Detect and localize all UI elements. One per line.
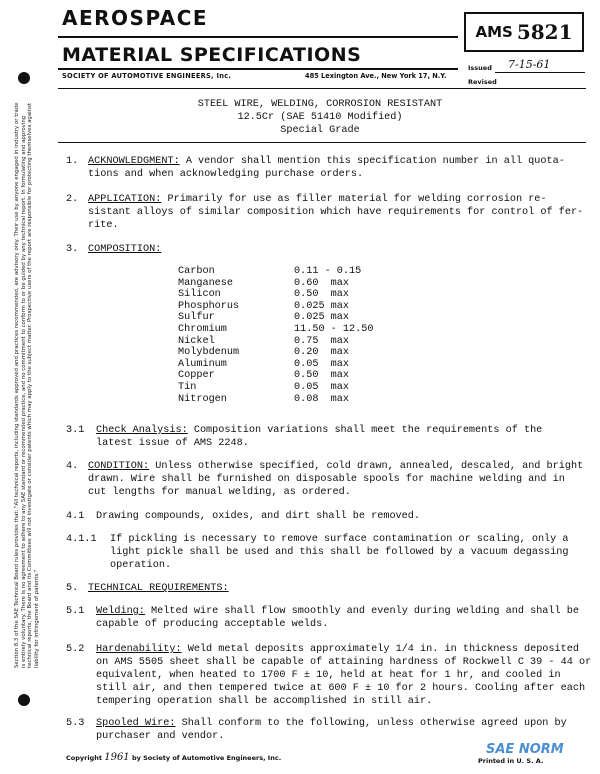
element-name: Manganese	[178, 277, 234, 289]
section-text: Melted wire shall flow smoothly and evenly during welding and shall be	[151, 606, 579, 617]
section-text: tempering operation shall be accomplished in still air.	[96, 696, 433, 707]
copyright-owner: by Society of Automotive Engineers, Inc.	[131, 754, 282, 762]
footer-printed: Printed in U. S. A.	[478, 757, 544, 765]
section-text: Weld metal deposits approximately 1/4 in. in thickness deposited	[187, 644, 579, 655]
header-rule-mid	[58, 68, 458, 70]
element-value: 0.50 max	[294, 289, 350, 301]
section-3	[66, 243, 161, 256]
section-number: 4.	[66, 461, 79, 472]
section-5-1	[66, 605, 586, 631]
element-name: Phosphorus	[178, 300, 240, 312]
title-line-1: STEEL WIRE, WELDING, CORROSION RESISTANT	[197, 99, 443, 110]
section-number: 4.1.1	[66, 534, 97, 545]
header-aerospace: AEROSPACE	[62, 6, 209, 30]
section-text: Primarily for use as filler material for welding corrosion re-	[167, 194, 547, 205]
section-text: drawn. Wire shall be furnished on disposable spools for machine welding and in	[88, 474, 565, 485]
element-value: 0.025 max	[294, 300, 350, 312]
section-5-3	[66, 717, 586, 743]
section-number: 3.	[66, 244, 79, 255]
element-value: 0.05 max	[294, 381, 350, 393]
section-text: on AMS 5505 sheet shall be capable of attaining hardness of Rockwell C 39 - 44 or	[96, 657, 592, 668]
section-text: Composition variations shall meet the requirements of the	[193, 425, 543, 436]
section-number: 5.2	[66, 644, 85, 655]
section-4	[66, 460, 596, 499]
section-text: Drawing compounds, oxides, and dirt shall be removed.	[96, 511, 421, 522]
issued-date: 7-15-61	[508, 58, 551, 71]
ams-prefix: AMS	[475, 23, 513, 41]
element-value: 0.11 - 0.15	[294, 266, 362, 277]
ams-number-box	[464, 12, 584, 52]
composition-row	[178, 266, 373, 278]
element-value: 11.50 - 12.50	[294, 323, 374, 335]
element-name: Nickel	[178, 335, 215, 347]
composition-row	[178, 289, 373, 301]
header-society: SOCIETY OF AUTOMOTIVE ENGINEERS, Inc.	[62, 72, 232, 80]
element-name: Nitrogen	[178, 393, 227, 405]
section-number: 5.1	[66, 606, 85, 617]
logo-text: SAE NORM	[486, 742, 564, 757]
element-name: Chromium	[178, 323, 227, 335]
section-heading: ACKNOWLEDGMENT:	[88, 156, 180, 167]
section-number: 2.	[66, 194, 79, 205]
sae-norm-watermark	[486, 742, 564, 757]
section-2	[66, 193, 586, 232]
composition-row	[178, 347, 373, 359]
section-text: If pickling is necessary to remove surface contamination or scaling, only a	[110, 534, 569, 545]
element-name: Aluminum	[178, 358, 227, 370]
section-heading: Check Analysis:	[96, 425, 188, 436]
section-number: 1.	[66, 156, 79, 167]
section-text: sistant alloys of similar composition which have requirements for control of fer-	[88, 207, 584, 218]
element-value: 0.50 max	[294, 370, 350, 382]
element-value: 0.08 max	[294, 393, 350, 405]
footer-copyright	[66, 752, 281, 763]
composition-row	[178, 301, 373, 313]
section-text: equivalent, when heated to 1700 F ± 10, held at heat for 1 hr, and cooled in	[96, 670, 561, 681]
element-name: Molybdenum	[178, 347, 240, 359]
binder-hole-top	[18, 72, 30, 84]
section-1	[66, 155, 586, 181]
composition-table	[178, 266, 373, 405]
composition-row	[178, 312, 373, 324]
section-4-1-1	[66, 533, 586, 572]
section-text: still air, and then tempered twice at 600 F ± 10 for 2 hours. Cooling after each	[96, 683, 586, 694]
section-text: tions and when acknowledging purchase orders.	[88, 169, 364, 180]
title-block	[60, 98, 580, 137]
element-name: Copper	[178, 370, 215, 382]
section-heading: Welding:	[96, 606, 145, 617]
section-text: purchaser and vendor.	[96, 731, 225, 742]
section-number: 4.1	[66, 511, 85, 522]
composition-row	[178, 382, 373, 394]
composition-row	[178, 278, 373, 290]
revised-label: Revised	[468, 78, 497, 86]
section-heading: COMPOSITION:	[88, 244, 162, 255]
element-value: 0.60 max	[294, 277, 350, 289]
element-name: Tin	[178, 381, 197, 393]
header-address: 485 Lexington Ave., New York 17, N.Y.	[305, 72, 447, 80]
element-value: 0.20 max	[294, 347, 350, 359]
section-text: Unless otherwise specified, cold drawn, annealed, descaled, and bright	[155, 461, 584, 472]
header-rule-top	[58, 36, 458, 38]
issued-underline	[495, 72, 585, 73]
issued-label: Issued	[468, 64, 492, 72]
composition-row	[178, 324, 373, 336]
section-heading: TECHNICAL REQUIREMENTS:	[88, 583, 229, 594]
element-name: Carbon	[178, 266, 215, 277]
section-text: operation.	[110, 560, 172, 571]
section-text: A vendor shall mention this specification number in all quota-	[185, 156, 565, 167]
section-heading: APPLICATION:	[88, 194, 162, 205]
composition-row	[178, 370, 373, 382]
copyright-label: Copyright	[66, 754, 102, 762]
title-line-2: 12.5Cr (SAE 51410 Modified)	[237, 112, 403, 123]
header-material-specifications: MATERIAL SPECIFICATIONS	[62, 44, 362, 66]
element-value: 0.025 max	[294, 312, 350, 324]
section-5-2	[66, 643, 596, 708]
section-3-1	[66, 424, 586, 450]
section-4-1	[66, 510, 586, 523]
composition-row	[178, 336, 373, 348]
section-text: cut lengths for manual welding, as ordered.	[88, 487, 351, 498]
section-text: latest issue of AMS 2248.	[96, 438, 249, 449]
sidebar-legal-note: Section 8.3 of the SAE Technical Board rules provides that: "All technical reports, including standards approved and practices recommended, are advisory only. Their use by anyone engaged in industry or trade is entirely voluntary. There is no agreement to adhere to any SAE standard or recommended practice, and no commitment to conform to or be guided by any technical report. In formulating and approving technical reports, the Board and its Committees will not investigate or consider patents which may apply to the subject matter. Prospective users of the report are responsible for protecting themselves against liability for infringement of patents."	[14, 102, 40, 668]
title-rule	[58, 142, 586, 143]
section-number: 5.3	[66, 718, 85, 729]
section-text: light pickle shall be used and this shall be followed by a vacuum degassing	[110, 547, 569, 558]
composition-row	[178, 394, 373, 406]
section-text: Shall conform to the following, unless otherwise agreed upon by	[181, 718, 567, 729]
header-rule-bottom	[58, 88, 586, 89]
section-number: 5.	[66, 583, 79, 594]
copyright-year: 1961	[104, 752, 130, 763]
element-name: Silicon	[178, 289, 221, 301]
element-value: 0.05 max	[294, 358, 350, 370]
section-number: 3.1	[66, 425, 85, 436]
section-text: capable of producing acceptable welds.	[96, 619, 329, 630]
section-heading: Spooled Wire:	[96, 718, 176, 729]
section-text: rite.	[88, 220, 119, 231]
element-value: 0.75 max	[294, 335, 350, 347]
section-heading: Hardenability:	[96, 644, 182, 655]
section-heading: CONDITION:	[88, 461, 150, 472]
section-5	[66, 582, 229, 595]
ams-number: 5821	[516, 20, 573, 44]
title-line-3: Special Grade	[280, 125, 360, 136]
composition-row	[178, 359, 373, 371]
element-name: Sulfur	[178, 312, 215, 324]
binder-hole-bottom	[18, 694, 30, 706]
